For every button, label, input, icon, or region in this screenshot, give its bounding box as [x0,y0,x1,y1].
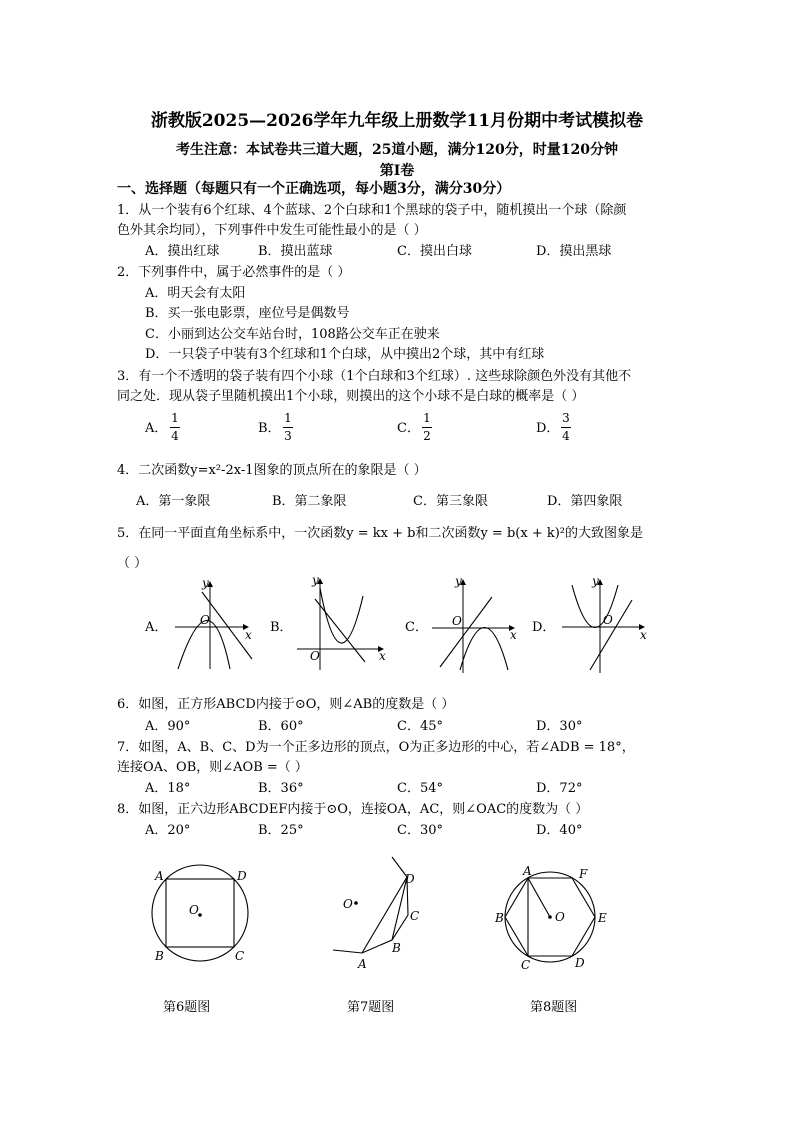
fig8-label-f: F [579,867,588,881]
q6-option-c: C．45° [397,719,443,734]
q7-option-a: A．18° [145,781,191,796]
fig6-label-c: C [235,949,245,963]
q3-c-numerator: 1 [423,411,431,425]
q5-line1: 5．在同一平面直角坐标系中，一次函数y = kx + b和二次函数y = b(x + k)²的大致图象是 [117,526,644,541]
fig8-label-o: O [555,910,565,924]
q5-d-origin-label: O [603,613,613,627]
q3-a-fraction-bar [170,427,180,428]
q5-graph-a [170,577,260,672]
fig8-label-b: B [495,911,504,925]
section-heading: 一、选择题（每题只有一个正确选项，每小题3分，满分30分） [117,181,511,197]
q6-option-b: B．60° [258,719,304,734]
q7-line1: 7．如图，A、B、C、D为一个正多边形的顶点，O为正多边形的中心，若∠ADB = 18°， [117,740,635,755]
q1-line1: 1．从一个装有6个红球、4个蓝球、2个白球和1个黑球的袋子中，随机摸出一个球（除颜 [117,203,627,218]
q3-a-numerator: 1 [171,411,179,425]
q6-option-d: D．30° [536,719,583,734]
q3-b-numerator: 1 [284,411,292,425]
fig7-label-d: D [405,872,415,886]
exam-title: 浙教版2025—2026学年九年级上册数学11月份期中考试模拟卷 [150,111,644,131]
q8-option-d: D．40° [536,823,583,838]
fig7-label-o: O [343,897,353,911]
q5-c-origin-label: O [452,614,462,628]
q1-option-c: C．摸出白球 [397,244,472,259]
q2-option-b: B．买一张电影票，座位号是偶数号 [145,306,350,321]
q8-line1: 8．如图，正六边形ABCDEF内接于⊙O，连接OA，AC，则∠OAC的度数为（ ） [117,802,589,817]
q5-a-x-label: x [245,628,252,642]
q6-option-a: A．90° [145,719,191,734]
q1-option-b: B．摸出蓝球 [258,244,333,259]
q5-option-d: D． [532,620,556,635]
q5-b-x-label: x [379,649,386,663]
q5-b-y-label: y [312,573,319,587]
q5-option-c: C． [405,620,428,635]
q1-line2: 色外其余均同），下列事件中发生可能性最小的是（ ） [117,223,427,238]
volume-heading: 第Ⅰ卷 [379,163,415,179]
exam-notice: 考生注意：本试卷共三道大题，25道小题，满分120分，时量120分钟 [176,142,618,158]
q4-option-d: D．第四象限 [547,494,623,509]
q3-option-d: D． [536,421,560,436]
q3-b-denominator: 3 [284,429,292,443]
q5-c-y-label: y [455,574,462,588]
q3-d-fraction-bar [561,427,571,428]
q1-option-a: A．摸出红球 [145,244,220,259]
q8-option-c: C．30° [397,823,443,838]
q5-a-y-label: y [202,576,209,590]
fig8-label-c: C [521,958,531,972]
fig6-label-o: O [189,903,199,917]
figure-6-caption: 第6题图 [163,1000,211,1015]
q8-option-b: B．25° [258,823,304,838]
q3-d-denominator: 4 [562,429,570,443]
q4-option-c: C．第三象限 [413,494,488,509]
fig7-label-b: B [392,941,401,955]
q2-option-a: A．明天会有太阳 [145,286,246,301]
q4-option-a: A．第一象限 [136,494,211,509]
q3-b-fraction-bar [283,427,293,428]
q5-option-a: A． [145,620,168,635]
q4-option-b: B．第二象限 [272,494,347,509]
q7-option-b: B．36° [258,781,304,796]
q5-line2: （ ） [117,556,148,571]
figure-7 [330,855,430,975]
q5-c-x-label: x [510,628,517,642]
fig8-label-d: D [575,956,585,970]
q7-option-c: C．54° [397,781,443,796]
q3-line1: 3．有一个不透明的袋子装有四个小球（1个白球和3个红球）. 这些球除颜色外没有其他不 [117,369,632,384]
q6-line1: 6．如图，正方形ABCD内接于⊙O，则∠AB的度数是（ ） [117,697,455,712]
fig8-label-e: E [598,911,607,925]
q3-option-a: A． [145,421,168,436]
q5-d-y-label: y [592,574,599,588]
fig6-label-d: D [237,869,247,883]
figure-8 [495,864,615,974]
q5-graph-b [295,574,390,674]
figure-8-caption: 第8题图 [530,1000,578,1015]
fig8-label-a: A [523,864,532,878]
q3-c-fraction-bar [422,427,432,428]
q3-line2: 同之处．现从袋子里随机摸出1个小球，则摸出的这个小球不是白球的概率是（ ） [117,389,585,404]
q3-c-denominator: 2 [423,429,431,443]
fig7-label-a: A [358,957,367,971]
figure-6 [145,862,260,972]
fig6-label-b: B [155,949,164,963]
q2-option-c: C．小丽到达公交车站台时，108路公交车正在驶来 [145,327,440,342]
q7-option-d: D．72° [536,781,583,796]
q5-graph-d [560,575,650,675]
figure-7-caption: 第7题图 [347,1000,395,1015]
q7-line2: 连接OA、OB，则∠AOB =（ ） [117,760,308,775]
q3-d-numerator: 3 [562,411,570,425]
q3-a-denominator: 4 [171,429,179,443]
q5-d-x-label: x [640,628,647,642]
fig6-label-a: A [155,869,164,883]
fig7-label-c: C [410,909,420,923]
q5-graph-c [430,575,520,675]
q5-option-b: B． [270,620,293,635]
q3-option-b: B． [258,421,281,436]
q8-option-a: A．20° [145,823,191,838]
q2-option-d: D．一只袋子中装有3个红球和1个白球，从中摸出2个球，其中有红球 [145,347,545,362]
q4-line1: 4．二次函数y=x²-2x-1图象的顶点所在的象限是（ ） [117,463,427,478]
q5-b-origin-label: O [310,649,320,663]
q2-line1: 2．下列事件中，属于必然事件的是（ ） [117,265,351,280]
q3-option-c: C． [397,421,420,436]
q5-a-origin-label: O [200,613,210,627]
q1-option-d: D．摸出黑球 [536,244,612,259]
